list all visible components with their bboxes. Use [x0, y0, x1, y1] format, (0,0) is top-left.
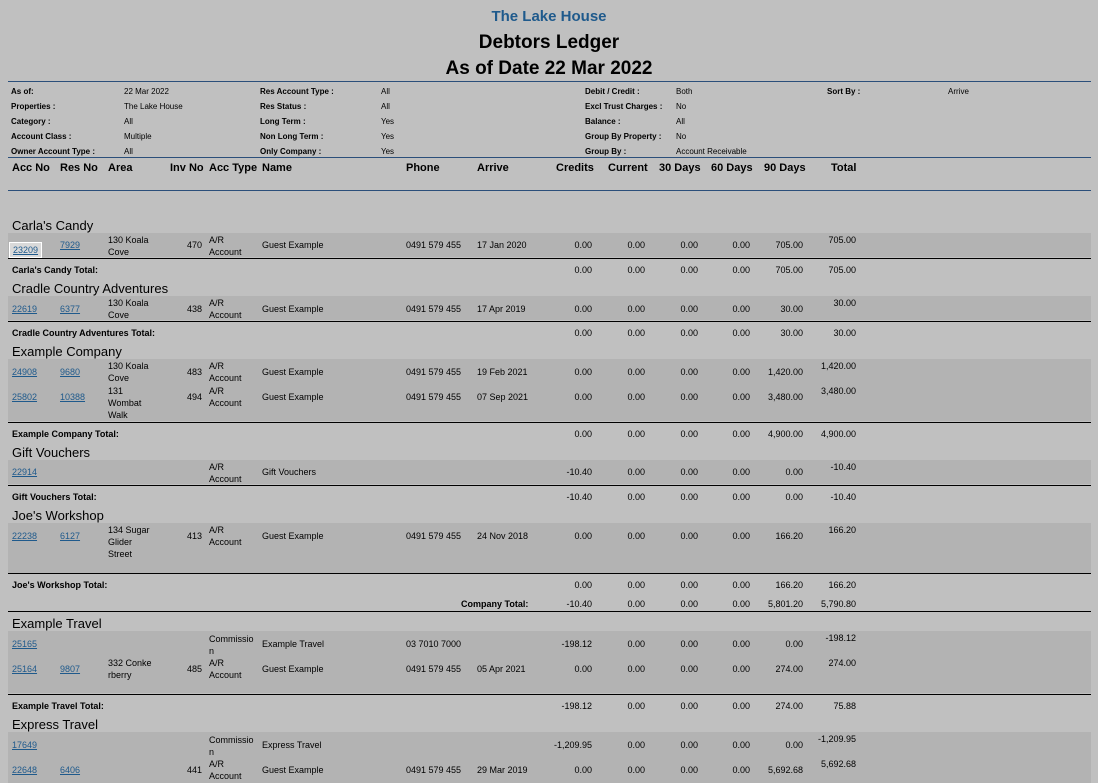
sort-by-value: Arrive — [948, 87, 969, 96]
header-divider — [8, 81, 1091, 82]
acc-type-cell: A/R Account — [209, 361, 242, 383]
group-name: Carla's Candy — [12, 218, 94, 233]
divider — [8, 573, 1091, 574]
total-current: 0.00 — [627, 701, 645, 711]
criteria-value: The Lake House — [124, 102, 183, 111]
criteria-label: Non Long Term : — [260, 132, 324, 141]
acc-type-cell: A/R Account — [209, 298, 242, 320]
criteria-value: All — [124, 117, 133, 126]
name-cell: Guest Example — [262, 240, 324, 250]
current-cell: 0.00 — [627, 639, 645, 649]
total-current: 0.00 — [627, 328, 645, 338]
total-total: -10.40 — [830, 492, 856, 502]
total-credits: 0.00 — [574, 429, 592, 439]
d30-cell: 0.00 — [680, 531, 698, 541]
d60-cell: 0.00 — [732, 639, 750, 649]
acc-type-cell: A/R Account — [209, 525, 242, 547]
total-cell: 166.20 — [828, 525, 856, 535]
criteria-label: Long Term : — [260, 117, 306, 126]
divider — [8, 321, 1091, 322]
d60-cell: 0.00 — [732, 467, 750, 477]
d30-cell: 0.00 — [680, 367, 698, 377]
total-current: 0.00 — [627, 265, 645, 275]
total-cell: 274.00 — [828, 658, 856, 668]
divider — [8, 694, 1091, 695]
arrive-cell: 17 Jan 2020 — [477, 240, 527, 250]
total-d30: 0.00 — [680, 492, 698, 502]
d90-cell: 274.00 — [775, 664, 803, 674]
report-title: Debtors Ledger — [478, 32, 620, 53]
group-name: Example Company — [12, 344, 122, 359]
name-cell: Guest Example — [262, 664, 324, 674]
group-total-label: Gift Vouchers Total: — [12, 492, 97, 502]
credits-cell: -1,209.95 — [553, 740, 592, 750]
criteria-value: Yes — [381, 147, 395, 156]
divider — [8, 422, 1091, 423]
group-total-label: Carla's Candy Total: — [12, 265, 98, 275]
col-current: Current — [608, 162, 648, 174]
reservation-link[interactable]: 6406 — [60, 765, 81, 775]
account-link[interactable]: 23209 — [9, 242, 42, 258]
total-current: 0.00 — [627, 599, 645, 609]
criteria-label: Balance : — [585, 117, 621, 126]
current-cell: 0.00 — [627, 240, 645, 250]
total-total: 5,790.80 — [820, 599, 856, 609]
total-d60: 0.00 — [732, 328, 750, 338]
col-credits: Credits — [556, 162, 594, 174]
phone-cell: 0491 579 455 — [406, 392, 462, 402]
total-d60: 0.00 — [732, 580, 750, 590]
inv-no-cell: 485 — [187, 664, 203, 674]
divider — [8, 611, 1091, 612]
name-cell: Guest Example — [262, 392, 324, 402]
reservation-link[interactable]: 9807 — [60, 664, 81, 674]
reservation-link[interactable]: 10388 — [60, 392, 86, 402]
group-name: Example Travel — [12, 616, 102, 631]
name-cell: Guest Example — [262, 531, 324, 541]
group-name: Express Travel — [12, 717, 98, 732]
d90-cell: 0.00 — [785, 467, 803, 477]
inv-no-cell: 470 — [187, 240, 203, 250]
total-credits: 0.00 — [574, 265, 592, 275]
account-link[interactable]: 22648 — [12, 765, 38, 775]
arrive-cell: 07 Sep 2021 — [477, 392, 529, 402]
d90-cell: 30.00 — [780, 304, 803, 314]
name-cell: Guest Example — [262, 765, 324, 775]
arrive-cell: 05 Apr 2021 — [477, 664, 526, 674]
reservation-link[interactable]: 6127 — [60, 531, 81, 541]
current-cell: 0.00 — [627, 392, 645, 402]
phone-cell: 0491 579 455 — [406, 304, 462, 314]
group-name: Cradle Country Adventures — [12, 281, 169, 296]
d30-cell: 0.00 — [680, 240, 698, 250]
d60-cell: 0.00 — [732, 664, 750, 674]
reservation-link[interactable]: 6377 — [60, 304, 81, 314]
phone-cell: 0491 579 455 — [406, 367, 462, 377]
criteria-value: Yes — [381, 132, 395, 141]
criteria-value: Yes — [381, 117, 395, 126]
total-d90: 274.00 — [775, 701, 803, 711]
sort-by-label: Sort By : — [827, 87, 861, 96]
total-total: 4,900.00 — [820, 429, 856, 439]
acc-type-cell: A/R Account — [209, 462, 242, 484]
property-name: The Lake House — [491, 8, 607, 25]
account-link[interactable]: 25802 — [12, 392, 38, 402]
company-total-label: Company Total: — [461, 599, 529, 609]
account-link[interactable]: 25164 — [12, 664, 38, 674]
total-current: 0.00 — [627, 429, 645, 439]
d30-cell: 0.00 — [680, 304, 698, 314]
group-name: Joe's Workshop — [12, 508, 104, 523]
credits-cell: -10.40 — [566, 467, 592, 477]
account-link[interactable]: 22914 — [12, 467, 38, 477]
total-d60: 0.00 — [732, 599, 750, 609]
acc-type-cell: A/R Account — [209, 759, 242, 781]
total-cell: 705.00 — [828, 235, 856, 245]
total-cell: 30.00 — [833, 298, 856, 308]
total-d30: 0.00 — [680, 328, 698, 338]
name-cell: Guest Example — [262, 367, 324, 377]
d90-cell: 3,480.00 — [767, 392, 803, 402]
name-cell: Example Travel — [262, 639, 325, 649]
phone-cell: 03 7010 7000 — [406, 639, 462, 649]
total-cell: 1,420.00 — [820, 361, 856, 371]
criteria-divider — [8, 157, 1091, 158]
report-subtitle: As of Date 22 Mar 2022 — [445, 58, 653, 79]
arrive-cell: 19 Feb 2021 — [477, 367, 528, 377]
current-cell: 0.00 — [627, 740, 645, 750]
acc-type-cell: A/R Account — [209, 658, 242, 680]
criteria-value: Both — [676, 87, 693, 96]
criteria-label: Category : — [11, 117, 51, 126]
divider — [8, 258, 1091, 259]
col-area: Area — [108, 162, 133, 174]
total-d30: 0.00 — [680, 429, 698, 439]
criteria-label: Group By : — [585, 147, 627, 156]
group-total-label: Example Travel Total: — [12, 701, 104, 711]
total-d60: 0.00 — [732, 701, 750, 711]
phone-cell: 0491 579 455 — [406, 531, 462, 541]
col-60-days: 60 Days — [711, 162, 753, 174]
d90-cell: 5,692.68 — [767, 765, 803, 775]
credits-cell: 0.00 — [574, 240, 592, 250]
total-d90: 0.00 — [785, 492, 803, 502]
d60-cell: 0.00 — [732, 531, 750, 541]
total-cell: 3,480.00 — [820, 386, 856, 396]
total-d30: 0.00 — [680, 599, 698, 609]
d60-cell: 0.00 — [732, 392, 750, 402]
col-res-no: Res No — [60, 162, 98, 174]
current-cell: 0.00 — [627, 664, 645, 674]
area-cell: 130 Koala Cove — [108, 235, 149, 257]
total-credits: 0.00 — [574, 328, 592, 338]
criteria-value: All — [676, 117, 685, 126]
acc-type-cell: Commission — [209, 634, 254, 656]
criteria-value: Multiple — [124, 132, 152, 141]
account-link[interactable]: 24908 — [12, 367, 38, 377]
criteria-label: Group By Property : — [585, 132, 662, 141]
col-name: Name — [262, 162, 292, 174]
acc-type-cell: A/R Account — [209, 386, 242, 408]
area-cell: 130 Koala Cove — [108, 298, 149, 320]
d30-cell: 0.00 — [680, 392, 698, 402]
current-cell: 0.00 — [627, 765, 645, 775]
criteria-label: Excl Trust Charges : — [585, 102, 663, 111]
area-cell: 134 Sugar Glider Street — [108, 525, 150, 559]
total-d90: 5,801.20 — [767, 599, 803, 609]
acc-type-cell: Commission — [209, 735, 254, 757]
credits-cell: 0.00 — [574, 367, 592, 377]
criteria-label: Only Company : — [260, 147, 322, 156]
criteria-value: No — [676, 132, 687, 141]
total-d90: 705.00 — [775, 265, 803, 275]
credits-cell: 0.00 — [574, 531, 592, 541]
total-credits: -198.12 — [561, 701, 592, 711]
total-d30: 0.00 — [680, 580, 698, 590]
d60-cell: 0.00 — [732, 240, 750, 250]
credits-cell: 0.00 — [574, 664, 592, 674]
d60-cell: 0.00 — [732, 740, 750, 750]
arrive-cell: 29 Mar 2019 — [477, 765, 528, 775]
criteria-label: As of: — [11, 87, 34, 96]
col-30-days: 30 Days — [659, 162, 701, 174]
total-credits: 0.00 — [574, 580, 592, 590]
d60-cell: 0.00 — [732, 367, 750, 377]
credits-cell: 0.00 — [574, 304, 592, 314]
account-link[interactable]: 22238 — [12, 531, 38, 541]
col-acc-type: Acc Type — [209, 162, 258, 174]
criteria-label: Debit / Credit : — [585, 87, 640, 96]
total-credits: -10.40 — [566, 492, 592, 502]
account-link[interactable]: 17649 — [12, 740, 38, 750]
total-cell: -1,209.95 — [817, 734, 856, 744]
account-link[interactable]: 25165 — [12, 639, 38, 649]
total-d60: 0.00 — [732, 429, 750, 439]
phone-cell: 0491 579 455 — [406, 765, 462, 775]
group-total-label: Example Company Total: — [12, 429, 119, 439]
divider — [8, 485, 1091, 486]
d90-cell: 166.20 — [775, 531, 803, 541]
total-d30: 0.00 — [680, 265, 698, 275]
name-cell: Express Travel — [262, 740, 322, 750]
criteria-label: Properties : — [11, 102, 56, 111]
total-current: 0.00 — [627, 492, 645, 502]
phone-cell: 0491 579 455 — [406, 240, 462, 250]
criteria-label: Res Account Type : — [260, 87, 334, 96]
reservation-link[interactable]: 9680 — [60, 367, 81, 377]
reservation-link[interactable]: 7929 — [60, 240, 81, 250]
col-acc-no: Acc No — [12, 162, 50, 174]
total-cell: -10.40 — [830, 462, 856, 472]
account-link[interactable]: 22619 — [12, 304, 38, 314]
credits-cell: 0.00 — [574, 765, 592, 775]
area-cell: 130 Koala Cove — [108, 361, 149, 383]
area-cell: 131 Wombat Walk — [108, 386, 142, 420]
total-credits: -10.40 — [566, 599, 592, 609]
d30-cell: 0.00 — [680, 664, 698, 674]
d90-cell: 0.00 — [785, 639, 803, 649]
criteria-value: 22 Mar 2022 — [124, 87, 169, 96]
arrive-cell: 17 Apr 2019 — [477, 304, 526, 314]
total-total: 166.20 — [828, 580, 856, 590]
total-total: 75.88 — [833, 701, 856, 711]
current-cell: 0.00 — [627, 367, 645, 377]
total-d60: 0.00 — [732, 265, 750, 275]
inv-no-cell: 483 — [187, 367, 203, 377]
total-cell: 5,692.68 — [820, 759, 856, 769]
criteria-label: Owner Account Type : — [11, 147, 96, 156]
column-header-divider — [8, 190, 1091, 191]
d30-cell: 0.00 — [680, 467, 698, 477]
name-cell: Gift Vouchers — [262, 467, 317, 477]
arrive-cell: 24 Nov 2018 — [477, 531, 529, 541]
group-name: Gift Vouchers — [12, 445, 91, 460]
criteria-label: Account Class : — [11, 132, 72, 141]
group-total-label: Cradle Country Adventures Total: — [12, 328, 156, 338]
criteria-value: All — [124, 147, 133, 156]
group-total-label: Joe's Workshop Total: — [12, 580, 108, 590]
acc-type-cell: A/R Account — [209, 235, 242, 257]
total-d30: 0.00 — [680, 701, 698, 711]
inv-no-cell: 494 — [187, 392, 203, 402]
d30-cell: 0.00 — [680, 740, 698, 750]
name-cell: Guest Example — [262, 304, 324, 314]
area-cell: 332 Conkerberry — [108, 658, 152, 680]
criteria-label: Res Status : — [260, 102, 307, 111]
total-current: 0.00 — [627, 580, 645, 590]
col-arrive: Arrive — [477, 162, 509, 174]
total-d60: 0.00 — [732, 492, 750, 502]
inv-no-cell: 441 — [187, 765, 203, 775]
col-inv-no: Inv No — [170, 162, 204, 174]
total-d90: 4,900.00 — [767, 429, 803, 439]
total-total: 30.00 — [833, 328, 856, 338]
criteria-value: All — [381, 102, 390, 111]
inv-no-cell: 438 — [187, 304, 203, 314]
d30-cell: 0.00 — [680, 639, 698, 649]
current-cell: 0.00 — [627, 467, 645, 477]
total-total: 705.00 — [828, 265, 856, 275]
total-d90: 166.20 — [775, 580, 803, 590]
d30-cell: 0.00 — [680, 765, 698, 775]
credits-cell: 0.00 — [574, 392, 592, 402]
d90-cell: 0.00 — [785, 740, 803, 750]
criteria-value: No — [676, 102, 687, 111]
current-cell: 0.00 — [627, 531, 645, 541]
criteria-value: Account Receivable — [676, 147, 747, 156]
d60-cell: 0.00 — [732, 765, 750, 775]
col-90-days: 90 Days — [764, 162, 806, 174]
total-cell: -198.12 — [825, 633, 856, 643]
total-d90: 30.00 — [780, 328, 803, 338]
inv-no-cell: 413 — [187, 531, 203, 541]
credits-cell: -198.12 — [561, 639, 592, 649]
phone-cell: 0491 579 455 — [406, 664, 462, 674]
d60-cell: 0.00 — [732, 304, 750, 314]
criteria-value: All — [381, 87, 390, 96]
col-phone: Phone — [406, 162, 440, 174]
d90-cell: 1,420.00 — [767, 367, 803, 377]
d90-cell: 705.00 — [775, 240, 803, 250]
current-cell: 0.00 — [627, 304, 645, 314]
col-total: Total — [831, 162, 857, 174]
